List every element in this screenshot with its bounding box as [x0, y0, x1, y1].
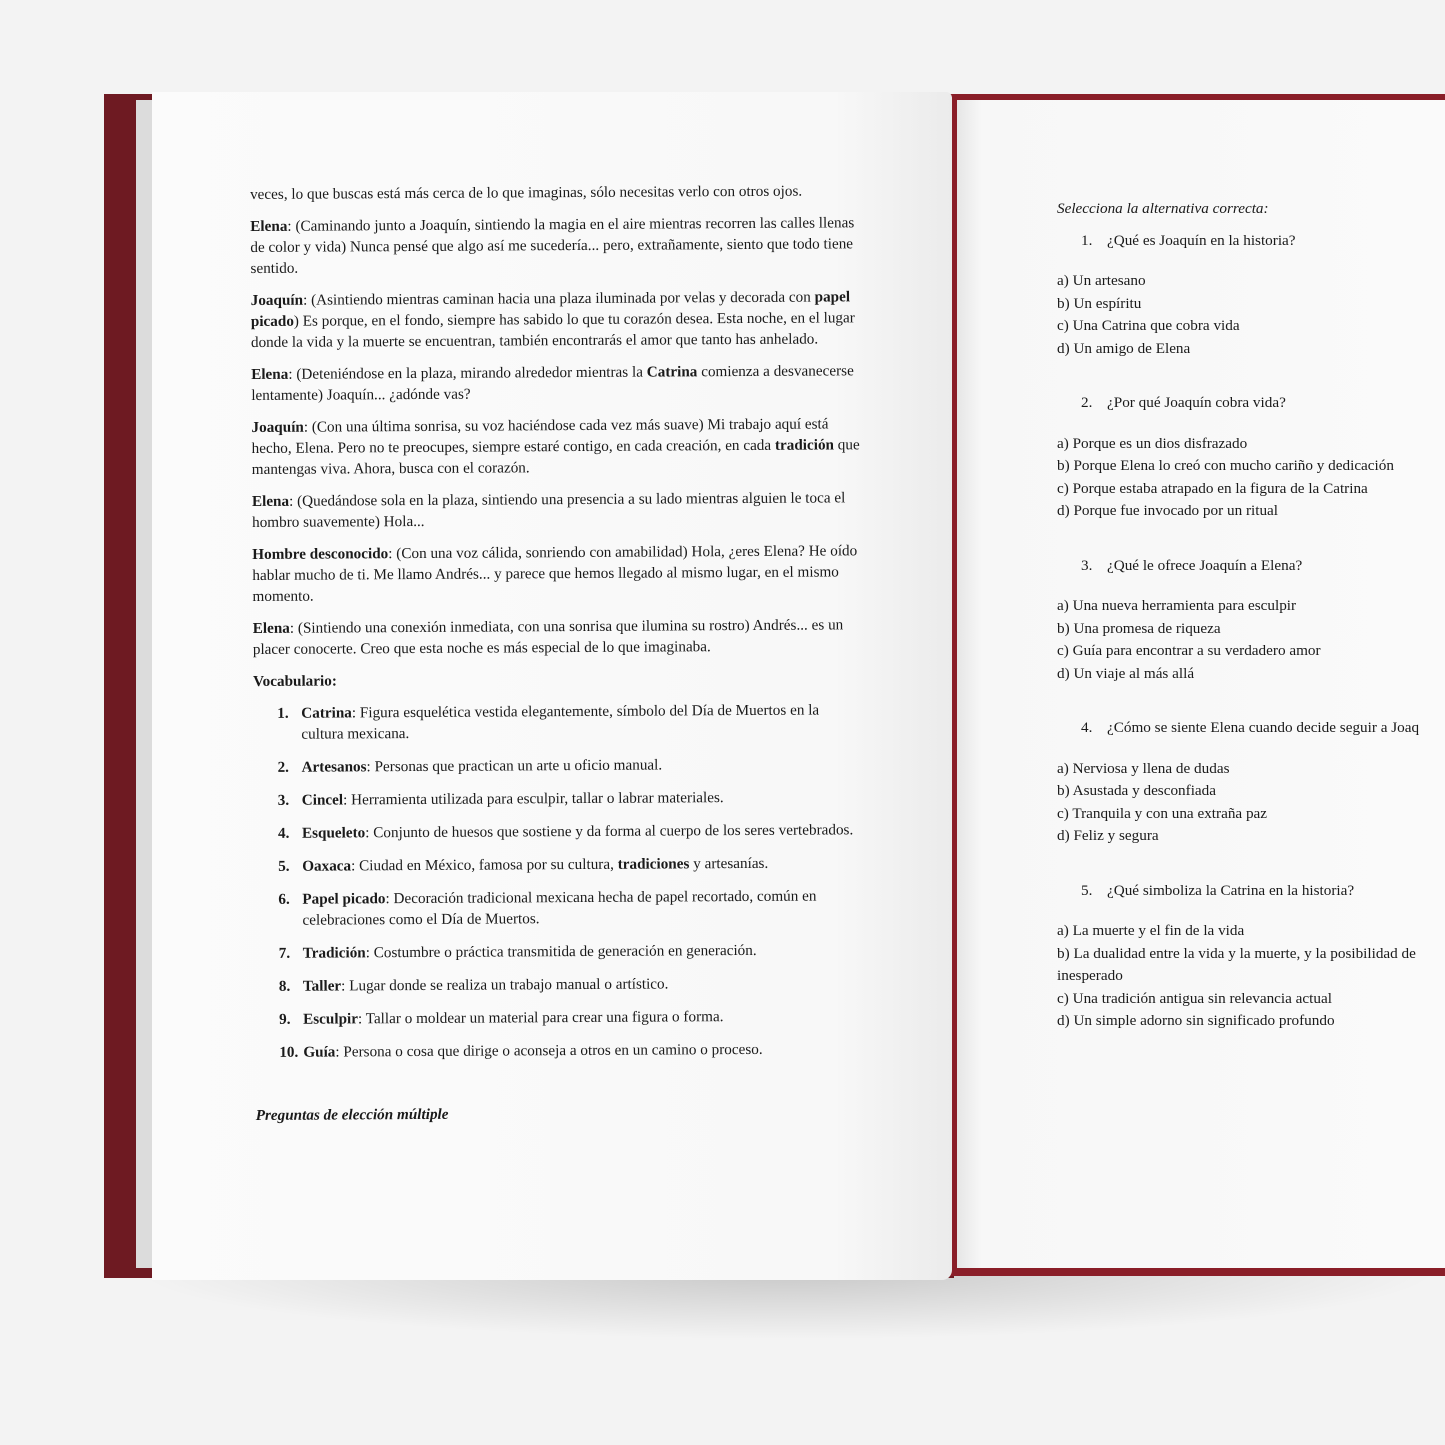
right-page	[957, 100, 1445, 1268]
dialogue-line	[252, 487, 862, 533]
answer-option: a) Nerviosa y llena de dudas	[1057, 759, 1230, 777]
speaker-name: Hombre desconocido	[252, 545, 389, 563]
answer-option: b) Una promesa de riqueza	[1057, 619, 1221, 637]
answer-options	[1057, 758, 1445, 848]
vocabulary-number: 3.	[277, 791, 290, 809]
dialogue-text: ) Es porque, en el fondo, siempre has sabido lo que tu corazón desea. Esta noche, en el lugar donde la vida y la muerte se encuentran, también encontrarás el amor que tanto has anhelado.	[250, 309, 855, 351]
vocabulary-item	[278, 819, 864, 844]
definition-text: : Ciudad en México, famosa por su cultura,	[351, 855, 618, 875]
dialogue-text: : (Quedándose sola en la plaza, sintiendo una presencia a su lado mientras alguien le toca el hombro suavemente) Hola...	[252, 489, 846, 531]
vocabulary-item	[278, 852, 864, 877]
vocabulary-term: Esculpir	[303, 1010, 359, 1028]
vocabulary-definition	[303, 1038, 865, 1062]
bold-term: tradición	[774, 436, 835, 454]
book-shadow	[130, 1270, 1445, 1340]
vocabulary-definition	[302, 885, 864, 930]
dialogue-text: : (Con una voz cálida, sonriendo con amabilidad) Hola, ¿eres Elena? He oído hablar mucho de ti. Me llamo Andrés... y parece que hemos llegado al mismo lugar, en el mismo momento.	[252, 542, 858, 605]
definition-text: : Conjunto de huesos que sostiene y da forma al cuerpo de los seres vertebrados.	[365, 821, 854, 842]
dialogue-text: : (Sintiendo una conexión inmediata, con una sonrisa que ilumina su rostro) Andrés... es un placer conocerte. Creo que esta noche es más especial de lo que imaginaba.	[252, 616, 844, 658]
vocabulary-number: 4.	[277, 824, 290, 842]
question-text: ¿Qué le ofrece Joaquín a Elena?	[1107, 556, 1303, 574]
dialogue-text: que mantengas viva. Ahora, busca con el corazón.	[251, 436, 860, 478]
vocabulary-item	[278, 786, 864, 811]
speaker-name: Joaquín	[250, 291, 304, 309]
quiz-instruction: Selecciona la alternativa correcta:	[1057, 200, 1269, 217]
vocabulary-heading: Vocabulario:	[252, 672, 337, 690]
answer-option: b) La dualidad entre la vida y la muerte, y la posibilidad de	[1057, 944, 1416, 962]
vocabulary-term: Taller	[302, 977, 342, 995]
definition-text: : Figura esquelética vestida elegantemente, símbolo del Día de Muertos en la cultura mexicana.	[301, 701, 820, 743]
vocabulary-item	[279, 939, 865, 964]
answer-option: a) Un artesano	[1057, 272, 1146, 289]
answer-options	[1057, 433, 1445, 523]
answer-option: c) Guía para encontrar a su verdadero amor	[1057, 642, 1321, 659]
vocabulary-number: 2.	[277, 758, 290, 776]
question-list	[1057, 230, 1445, 1033]
vocabulary-number: 7.	[278, 944, 291, 962]
answer-option: d) Porque fue invocado por un ritual	[1057, 502, 1279, 519]
answer-option: b) Asustada y desconfiada	[1057, 782, 1217, 799]
answer-option: inesperado	[1057, 967, 1123, 984]
vocabulary-definition	[302, 786, 864, 810]
vocabulary-number: 9.	[279, 1010, 291, 1028]
dialogue-text: : (Caminando junto a Joaquín, sintiendo la magia en el aire mientras recorren las calles llenas de color y vida) Nunca pensé que algo así me sucedería... pero, extrañamente, siento que todo tiene sentido.	[250, 214, 855, 277]
vocabulary-definition	[303, 939, 865, 963]
vocabulary-item	[279, 1005, 865, 1030]
definition-text: : Decoración tradicional mexicana hecha de papel recortado, común en celebraciones como el Día de Muertos.	[302, 887, 817, 929]
vocabulary-item	[277, 753, 863, 778]
dialogue-line	[251, 286, 861, 353]
speaker-name: Joaquín	[251, 418, 304, 436]
vocabulary-term: Cincel	[301, 791, 344, 809]
vocabulary-term: Papel picado	[302, 890, 386, 908]
dialogue-line	[253, 614, 863, 660]
answer-option: c) Porque estaba atrapado en la figura de la Catrina	[1057, 479, 1368, 497]
question	[1081, 392, 1445, 415]
definition-text: : Persona o cosa que dirige o aconseja a otros en un camino o proceso.	[335, 1040, 763, 1061]
bold-term: papel picado	[250, 288, 851, 330]
dialogue-line	[251, 360, 861, 406]
dialogue-text: : (Asintiendo mientras caminan hacia una plaza iluminada por velas y decorada con	[303, 288, 815, 309]
dialogue-line	[250, 212, 860, 279]
vocabulary-term: Oaxaca	[302, 857, 352, 875]
definition-text: : Costumbre o práctica transmitida de generación en generación.	[365, 941, 757, 962]
question-text: ¿Por qué Joaquín cobra vida?	[1107, 394, 1286, 411]
definition-text: y artesanías.	[689, 854, 769, 873]
answer-option: b) Un espíritu	[1057, 294, 1142, 312]
speaker-name: Elena	[252, 619, 290, 637]
question-text: ¿Qué simboliza la Catrina en la historia?	[1107, 881, 1355, 899]
vocabulary-item	[279, 972, 865, 997]
answer-option: b) Porque Elena lo creó con mucho cariño y dedicación	[1057, 457, 1394, 474]
vocabulary-number: 10.	[279, 1043, 299, 1061]
definition-text: : Tallar o moldear un material para crear una figura o forma.	[357, 1008, 724, 1028]
right-page-text	[1057, 198, 1445, 1065]
speaker-name: Elena	[251, 365, 289, 383]
dialogue-text: : (Deteniéndose en la plaza, mirando alrededor mientras la	[288, 363, 647, 383]
multiple-choice-heading: Preguntas de elección múltiple	[255, 1105, 449, 1124]
vocabulary-term: Tradición	[302, 944, 366, 962]
answer-option: d) Un viaje al más allá	[1057, 664, 1195, 682]
answer-option: c) Una tradición antigua sin relevancia actual	[1057, 989, 1332, 1007]
answer-option: d) Un simple adorno sin significado profundo	[1057, 1012, 1335, 1029]
speaker-name: Elena	[251, 492, 290, 510]
answer-option: c) Tranquila y con una extraña paz	[1057, 804, 1268, 822]
vocabulary-definition	[302, 852, 864, 876]
vocabulary-number: 1.	[277, 704, 289, 722]
dialogue-line	[252, 540, 862, 607]
dialogue-text: : (Con una última sonrisa, su voz haciéndose cada vez más suave) Mi trabajo aquí está hecho, Elena. Pero no te preocupes, siempre estaré contigo, en cada creación, en cada	[251, 415, 829, 457]
question-text: ¿Qué es Joaquín en la historia?	[1107, 231, 1296, 249]
question	[1081, 717, 1445, 740]
answer-option: a) La muerte y el fin de la vida	[1057, 922, 1245, 939]
vocabulary-list	[277, 699, 865, 1063]
vocabulary-number: 6.	[278, 890, 290, 908]
question	[1081, 230, 1445, 253]
answer-option: d) Feliz y segura	[1057, 827, 1159, 844]
vocabulary-number: 8.	[278, 977, 291, 995]
question-number: 1.	[1081, 231, 1093, 249]
vocabulary-term: Guía	[303, 1043, 336, 1061]
vocabulary-item	[279, 1038, 865, 1063]
answer-option: a) Porque es un dios disfrazado	[1057, 434, 1248, 452]
vocabulary-item	[277, 699, 863, 745]
vocabulary-definition	[303, 972, 865, 996]
vocabulary-definition	[303, 1005, 865, 1029]
vocabulary-number: 5.	[278, 857, 290, 875]
intro-paragraph: veces, lo que buscas está más cerca de lo que imaginas, sólo necesitas verlo con otros ojos.	[250, 182, 803, 203]
definition-text: : Personas que practican un arte u oficio manual.	[366, 756, 663, 776]
answer-options	[1057, 270, 1445, 360]
vocabulary-item	[278, 885, 864, 931]
dialogue-line	[251, 413, 861, 480]
vocabulary-term: Catrina	[301, 704, 352, 722]
bold-term: tradiciones	[617, 855, 690, 873]
question-number: 2.	[1081, 394, 1093, 411]
question-number: 5.	[1081, 881, 1093, 899]
vocabulary-definition	[302, 819, 864, 843]
question	[1081, 880, 1445, 903]
vocabulary-term: Artesanos	[301, 758, 367, 776]
answer-options	[1057, 595, 1445, 685]
answer-option: d) Un amigo de Elena	[1057, 339, 1191, 357]
question-text: ¿Cómo se siente Elena cuando decide seguir a Joaq	[1107, 719, 1420, 736]
answer-option: c) Una Catrina que cobra vida	[1057, 317, 1240, 334]
question	[1081, 555, 1445, 578]
definition-text: : Lugar donde se realiza un trabajo manual o artístico.	[341, 975, 669, 995]
vocabulary-definition	[301, 699, 863, 744]
definition-text: : Herramienta utilizada para esculpir, tallar o labrar materiales.	[343, 789, 724, 809]
vocabulary-term: Esqueleto	[301, 824, 366, 842]
vocabulary-definition	[301, 753, 863, 777]
answer-option: a) Una nueva herramienta para esculpir	[1057, 597, 1297, 614]
dialogue-text: comienza a desvanecerse lentamente) Joaquín... ¿adónde vas?	[251, 362, 854, 404]
answer-options	[1057, 920, 1445, 1033]
question-number: 4.	[1081, 719, 1093, 736]
bold-term: Catrina	[646, 363, 698, 381]
question-number: 3.	[1081, 556, 1093, 574]
dialogue	[250, 212, 863, 660]
left-page-text	[250, 180, 866, 1137]
speaker-name: Elena	[250, 217, 288, 235]
